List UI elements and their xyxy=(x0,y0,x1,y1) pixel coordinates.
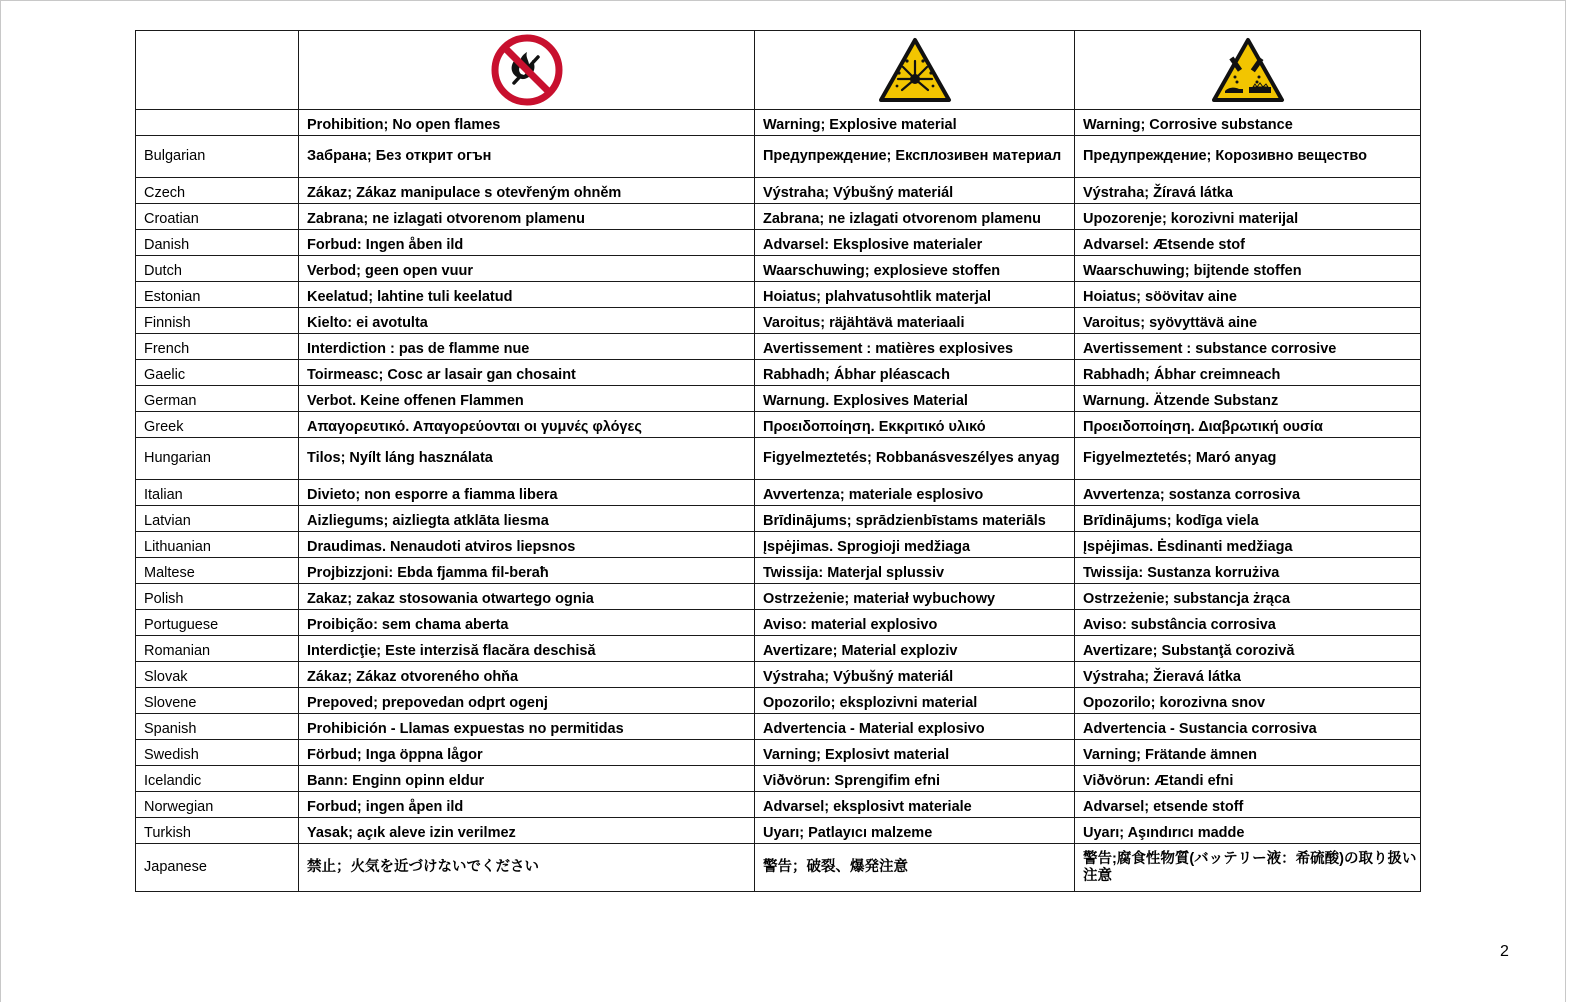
corrosive-substance-translation: Hoiatus; söövitav aine xyxy=(1075,282,1421,308)
language-cell: Maltese xyxy=(136,558,299,584)
table-row xyxy=(136,766,1421,792)
explosive-material-translation: Opozorilo; eksplozivni material xyxy=(755,688,1075,714)
language-cell: Spanish xyxy=(136,714,299,740)
corrosive-substance-translation: Aviso: substância corrosiva xyxy=(1075,610,1421,636)
header-col1: Prohibition; No open flames xyxy=(299,110,755,136)
language-cell: Dutch xyxy=(136,256,299,282)
corrosive-substance-translation: Įspėjimas. Ėsdinanti medžiaga xyxy=(1075,532,1421,558)
table-row xyxy=(136,714,1421,740)
no-open-flames-translation: Yasak; açık aleve izin verilmez xyxy=(299,818,755,844)
table-row xyxy=(136,818,1421,844)
table-row xyxy=(136,636,1421,662)
language-cell: German xyxy=(136,386,299,412)
explosive-material-translation: Предупреждение; Експлозивен материал xyxy=(755,136,1075,178)
no-open-flames-translation: Kielto: ei avotulta xyxy=(299,308,755,334)
no-open-flames-translation: Interdicţie; Este interzisă flacăra deschisă xyxy=(299,636,755,662)
no-open-flames-translation: Bann: Enginn opinn eldur xyxy=(299,766,755,792)
explosive-material-warning-icon xyxy=(878,37,952,103)
corrosive-substance-translation: Avertissement : substance corrosive xyxy=(1075,334,1421,360)
corrosive-substance-translation: Avvertenza; sostanza corrosiva xyxy=(1075,480,1421,506)
explosive-material-translation: Twissija: Materjal splussiv xyxy=(755,558,1075,584)
safety-signs-table xyxy=(135,30,1421,892)
corrosive-substance-translation: Výstraha; Žíravá látka xyxy=(1075,178,1421,204)
corrosive-substance-translation: Advertencia - Sustancia corrosiva xyxy=(1075,714,1421,740)
language-cell: Finnish xyxy=(136,308,299,334)
language-cell: Lithuanian xyxy=(136,532,299,558)
no-open-flames-translation: Zákaz; Zákaz manipulace s otevřeným ohněm xyxy=(299,178,755,204)
corrosive-substance-translation: Advarsel; etsende stoff xyxy=(1075,792,1421,818)
no-open-flames-translation: 禁止；火気を近づけないでください xyxy=(299,844,755,892)
corrosive-substance-translation: Ostrzeżenie; substancja żrąca xyxy=(1075,584,1421,610)
table-row xyxy=(136,386,1421,412)
language-cell: Czech xyxy=(136,178,299,204)
language-cell: Latvian xyxy=(136,506,299,532)
explosive-material-translation: Advarsel: Eksplosive materialer xyxy=(755,230,1075,256)
language-cell: Hungarian xyxy=(136,438,299,480)
empty-corner-cell xyxy=(136,31,299,110)
page-number: 2 xyxy=(1500,943,1509,960)
no-open-flames-translation: Verbot. Keine offenen Flammen xyxy=(299,386,755,412)
language-cell: Norwegian xyxy=(136,792,299,818)
table-row xyxy=(136,480,1421,506)
table-row xyxy=(136,844,1421,892)
icon-cell-col1 xyxy=(299,31,755,110)
no-open-flames-translation: Zákaz; Zákaz otvoreného ohňa xyxy=(299,662,755,688)
no-open-flames-translation: Toirmeasc; Cosc ar lasair gan chosaint xyxy=(299,360,755,386)
explosive-material-translation: Advarsel; eksplosivt materiale xyxy=(755,792,1075,818)
header-col2: Warning; Explosive material xyxy=(755,110,1075,136)
explosive-material-translation: Varning; Explosivt material xyxy=(755,740,1075,766)
corrosive-substance-translation: Viðvörun: Ætandi efni xyxy=(1075,766,1421,792)
no-open-flames-translation: Forbud: Ingen åben ild xyxy=(299,230,755,256)
icon-cell-col2 xyxy=(755,31,1075,110)
corrosive-substance-translation: Avertizare; Substanţă corozivă xyxy=(1075,636,1421,662)
no-open-flames-icon xyxy=(490,33,564,107)
language-cell: Swedish xyxy=(136,740,299,766)
language-cell: Portuguese xyxy=(136,610,299,636)
no-open-flames-translation: Prepoved; prepovedan odprt ogenj xyxy=(299,688,755,714)
table-row xyxy=(136,532,1421,558)
table-row xyxy=(136,230,1421,256)
table-row xyxy=(136,740,1421,766)
language-cell: French xyxy=(136,334,299,360)
corrosive-substance-translation: Advarsel: Ætsende stof xyxy=(1075,230,1421,256)
language-cell: Icelandic xyxy=(136,766,299,792)
table-row xyxy=(136,662,1421,688)
table-row xyxy=(136,610,1421,636)
corrosive-substance-translation: Výstraha; Žieravá látka xyxy=(1075,662,1421,688)
table-row xyxy=(136,438,1421,480)
table-row xyxy=(136,282,1421,308)
corrosive-substance-translation: Προειδοποίηση. Διαβρωτική ουσία xyxy=(1075,412,1421,438)
no-open-flames-translation: Verbod; geen open vuur xyxy=(299,256,755,282)
corrosive-substance-translation: Varoitus; syövyttävä aine xyxy=(1075,308,1421,334)
no-open-flames-translation: Tilos; Nyílt láng használata xyxy=(299,438,755,480)
explosive-material-translation: Aviso: material explosivo xyxy=(755,610,1075,636)
corrosive-substance-translation: Warnung. Ätzende Substanz xyxy=(1075,386,1421,412)
corrosive-substance-translation: 警告;腐食性物質(バッテリー液：希硫酸)の取り扱い注意 xyxy=(1075,844,1421,892)
explosive-material-translation: 警告；破裂、爆発注意 xyxy=(755,844,1075,892)
no-open-flames-translation: Zakaz; zakaz stosowania otwartego ognia xyxy=(299,584,755,610)
table-row xyxy=(136,688,1421,714)
corrosive-substance-translation: Upozorenje; korozivni materijal xyxy=(1075,204,1421,230)
explosive-material-translation: Viðvörun: Sprengifim efni xyxy=(755,766,1075,792)
corrosive-substance-translation: Brīdinājums; kodīga viela xyxy=(1075,506,1421,532)
no-open-flames-translation: Απαγορευτικό. Απαγορεύονται οι γυμνές φλόγες xyxy=(299,412,755,438)
explosive-material-translation: Advertencia - Material explosivo xyxy=(755,714,1075,740)
explosive-material-translation: Rabhadh; Ábhar pléascach xyxy=(755,360,1075,386)
explosive-material-translation: Avertizare; Material exploziv xyxy=(755,636,1075,662)
explosive-material-translation: Zabrana; ne izlagati otvorenom plamenu xyxy=(755,204,1075,230)
explosive-material-translation: Warnung. Explosives Material xyxy=(755,386,1075,412)
corrosive-substance-translation: Предупреждение; Корозивно вещество xyxy=(1075,136,1421,178)
table-row xyxy=(136,334,1421,360)
no-open-flames-translation: Prohibición - Llamas expuestas no permitidas xyxy=(299,714,755,740)
explosive-material-translation: Varoitus; räjähtävä materiaali xyxy=(755,308,1075,334)
icon-cell-col3 xyxy=(1075,31,1421,110)
no-open-flames-translation: Forbud; ingen åpen ild xyxy=(299,792,755,818)
no-open-flames-translation: Zabrana; ne izlagati otvorenom plamenu xyxy=(299,204,755,230)
no-open-flames-translation: Divieto; non esporre a fiamma libera xyxy=(299,480,755,506)
explosive-material-translation: Προειδοποίηση. Εκκριτικό υλικό xyxy=(755,412,1075,438)
language-cell: Romanian xyxy=(136,636,299,662)
language-cell: Slovak xyxy=(136,662,299,688)
language-cell: Bulgarian xyxy=(136,136,299,178)
table-row xyxy=(136,178,1421,204)
corrosive-substance-translation: Opozorilo; korozivna snov xyxy=(1075,688,1421,714)
icon-row xyxy=(136,31,1421,110)
no-open-flames-translation: Proibição: sem chama aberta xyxy=(299,610,755,636)
corrosive-substance-translation: Rabhadh; Ábhar creimneach xyxy=(1075,360,1421,386)
no-open-flames-translation: Aizliegums; aizliegta atklāta liesma xyxy=(299,506,755,532)
no-open-flames-translation: Keelatud; lahtine tuli keelatud xyxy=(299,282,755,308)
table-row xyxy=(136,136,1421,178)
explosive-material-translation: Įspėjimas. Sprogioji medžiaga xyxy=(755,532,1075,558)
table-row xyxy=(136,204,1421,230)
explosive-material-translation: Výstraha; Výbušný materiál xyxy=(755,662,1075,688)
explosive-material-translation: Figyelmeztetés; Robbanásveszélyes anyag xyxy=(755,438,1075,480)
explosive-material-translation: Avertissement : matières explosives xyxy=(755,334,1075,360)
table-row xyxy=(136,558,1421,584)
table-row xyxy=(136,412,1421,438)
empty-language-header xyxy=(136,110,299,136)
no-open-flames-translation: Draudimas. Nenaudoti atviros liepsnos xyxy=(299,532,755,558)
language-cell: Danish xyxy=(136,230,299,256)
no-open-flames-translation: Projbizzjoni: Ebda fjamma fil-beraħ xyxy=(299,558,755,584)
language-cell: Greek xyxy=(136,412,299,438)
no-open-flames-translation: Förbud; Inga öppna lågor xyxy=(299,740,755,766)
no-open-flames-translation: Забрана; Без открит огън xyxy=(299,136,755,178)
language-cell: Estonian xyxy=(136,282,299,308)
table-row xyxy=(136,506,1421,532)
language-cell: Turkish xyxy=(136,818,299,844)
explosive-material-translation: Uyarı; Patlayıcı malzeme xyxy=(755,818,1075,844)
header-col3: Warning; Corrosive substance xyxy=(1075,110,1421,136)
explosive-material-translation: Brīdinājums; sprādzienbīstams materiāls xyxy=(755,506,1075,532)
language-cell: Slovene xyxy=(136,688,299,714)
no-open-flames-translation: Interdiction : pas de flamme nue xyxy=(299,334,755,360)
language-cell: Gaelic xyxy=(136,360,299,386)
corrosive-substance-translation: Varning; Frätande ämnen xyxy=(1075,740,1421,766)
language-cell: Japanese xyxy=(136,844,299,892)
table-row xyxy=(136,360,1421,386)
corrosive-substance-translation: Uyarı; Aşındırıcı madde xyxy=(1075,818,1421,844)
corrosive-substance-translation: Waarschuwing; bijtende stoffen xyxy=(1075,256,1421,282)
corrosive-substance-translation: Figyelmeztetés; Maró anyag xyxy=(1075,438,1421,480)
language-cell: Polish xyxy=(136,584,299,610)
explosive-material-translation: Výstraha; Výbušný materiál xyxy=(755,178,1075,204)
explosive-material-translation: Ostrzeżenie; materiał wybuchowy xyxy=(755,584,1075,610)
language-cell: Croatian xyxy=(136,204,299,230)
table-row xyxy=(136,792,1421,818)
explosive-material-translation: Avvertenza; materiale esplosivo xyxy=(755,480,1075,506)
table-row xyxy=(136,308,1421,334)
explosive-material-translation: Waarschuwing; explosieve stoffen xyxy=(755,256,1075,282)
explosive-material-translation: Hoiatus; plahvatusohtlik materjal xyxy=(755,282,1075,308)
table-row xyxy=(136,584,1421,610)
corrosive-substance-translation: Twissija: Sustanza korrużiva xyxy=(1075,558,1421,584)
corrosive-substance-warning-icon xyxy=(1211,37,1285,103)
table-row xyxy=(136,256,1421,282)
header-row xyxy=(136,110,1421,136)
language-cell: Italian xyxy=(136,480,299,506)
